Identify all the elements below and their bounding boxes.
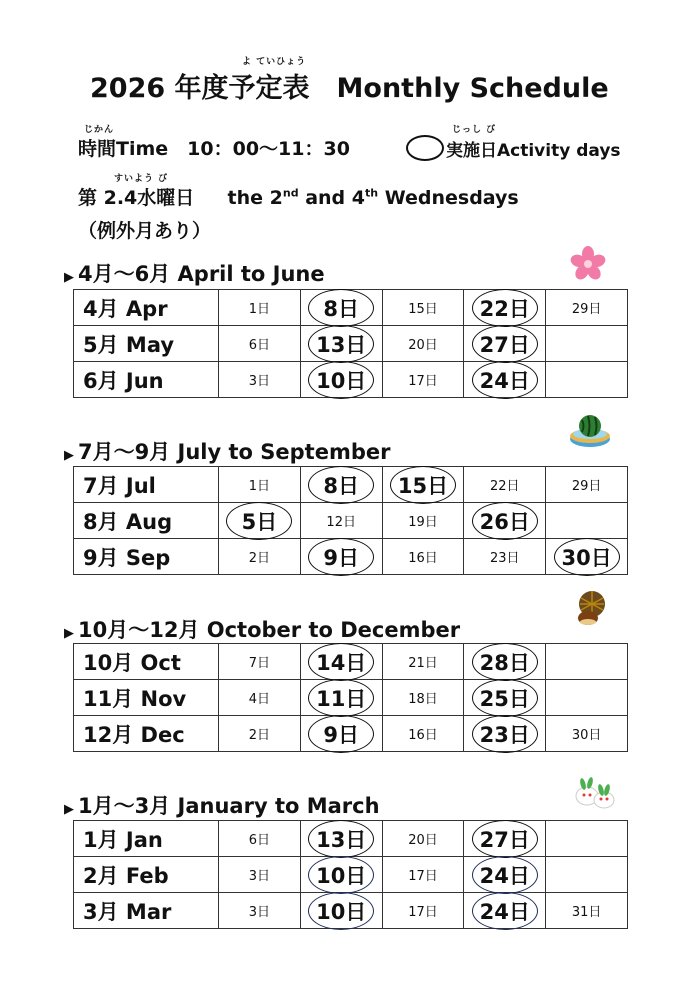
day-text: 16日: [408, 728, 438, 743]
day-cell: [546, 821, 628, 857]
schedule-table-q1: [73, 289, 628, 398]
day-text: 30日: [571, 728, 602, 743]
day-cell: [300, 644, 382, 680]
day-cell: [546, 857, 628, 893]
snow-rabbit-icon: [574, 770, 616, 810]
day-text: 6日: [248, 338, 271, 353]
day-text: 3日: [248, 869, 271, 884]
day-cell: [382, 716, 464, 752]
month-label: 5月 May: [74, 326, 219, 362]
wednesday-en-sup1: nd: [282, 186, 299, 200]
activity-circle-icon: [308, 820, 374, 858]
activity-day: 30日: [561, 545, 612, 570]
activity-circle-icon: [472, 715, 538, 753]
day-cell: [300, 503, 382, 539]
day-cell: [300, 716, 382, 752]
day-text: 18日: [408, 692, 438, 707]
day-cell: [464, 362, 546, 398]
activity-circle-icon: [472, 361, 538, 399]
day-cell: [382, 362, 464, 398]
day-cell: [300, 893, 382, 929]
activity-circle-icon: [308, 643, 374, 681]
day-text: 20日: [408, 833, 438, 848]
day-cell: [219, 716, 301, 752]
month-label: 7月 Jul: [74, 467, 219, 503]
activity-day: 15日: [397, 473, 449, 498]
table-row: [74, 503, 628, 539]
exception-note: （例外月あり）: [78, 220, 212, 242]
schedule-table-q2: [73, 466, 628, 575]
day-cell: [382, 539, 464, 575]
day-cell: [546, 644, 628, 680]
activity-circle-icon: [308, 679, 374, 717]
day-text: 1日: [248, 479, 271, 494]
day-cell: [464, 539, 546, 575]
activity-day: 10日: [316, 863, 367, 888]
activity-day: 13日: [316, 827, 367, 852]
day-cell: [546, 539, 628, 575]
activity-day: 22日: [479, 296, 530, 321]
day-text: 2日: [248, 551, 271, 566]
table-row: [74, 467, 628, 503]
day-cell: [219, 821, 301, 857]
day-text: 29日: [571, 302, 602, 317]
day-cell: [546, 893, 628, 929]
activity-circle-icon: [472, 502, 538, 540]
day-text: 2日: [248, 728, 271, 743]
day-cell: [464, 716, 546, 752]
activity-circle-icon: [308, 325, 374, 363]
day-cell: [382, 644, 464, 680]
day-text: 1日: [248, 302, 271, 317]
activity-day: 13日: [316, 332, 367, 357]
activity-day: 10日: [316, 899, 367, 924]
day-cell: [546, 680, 628, 716]
activity-circle-icon: [308, 892, 374, 930]
day-text: 17日: [408, 869, 438, 884]
section-heading-q4: ▶ 1月〜3月 January to March: [64, 794, 380, 818]
day-text: 4日: [248, 692, 271, 707]
day-cell: [464, 893, 546, 929]
month-label: 10月 Oct: [74, 644, 219, 680]
month-label: 12月 Dec: [74, 716, 219, 752]
table-row: [74, 680, 628, 716]
activity-circle-icon: [472, 325, 538, 363]
day-cell: [464, 503, 546, 539]
activity-circle-icon: [472, 289, 538, 327]
day-cell: [219, 326, 301, 362]
day-cell: [382, 290, 464, 326]
day-cell: [300, 680, 382, 716]
activity-day: 14日: [316, 650, 367, 675]
day-cell: [382, 467, 464, 503]
wednesday-line: [78, 183, 519, 210]
day-cell: [219, 503, 301, 539]
wednesday-en-post: Wednesdays: [378, 187, 519, 209]
table-row: [74, 644, 628, 680]
day-cell: [382, 326, 464, 362]
day-text: 3日: [248, 905, 271, 920]
day-cell: [546, 503, 628, 539]
wednesday-ruby: すいよう び: [114, 174, 169, 184]
activity-day: 11日: [316, 686, 367, 711]
day-cell: [300, 290, 382, 326]
page-title: 2026 年度予定表 Monthly Schedule: [90, 73, 609, 104]
activity-day: 28日: [479, 650, 530, 675]
day-cell: [546, 467, 628, 503]
table-row: [74, 362, 628, 398]
day-cell: [382, 893, 464, 929]
section-heading-q1: ▶ 4月〜6月 April to June: [64, 262, 325, 286]
day-cell: [382, 680, 464, 716]
activity-legend-oval-icon: [406, 135, 444, 161]
activity-circle-icon: [308, 466, 374, 504]
day-text: 22日: [490, 479, 520, 494]
activity-circle-icon: [226, 502, 292, 540]
day-text: 17日: [408, 374, 438, 389]
activity-day: 8日: [323, 296, 359, 321]
activity-circle-icon: [472, 856, 538, 894]
activity-circle-icon: [554, 538, 620, 576]
day-text: 6日: [248, 833, 271, 848]
day-cell: [300, 821, 382, 857]
table-row: [74, 857, 628, 893]
day-text: 7日: [248, 656, 271, 671]
month-label: 9月 Sep: [74, 539, 219, 575]
day-text: 12日: [326, 515, 356, 530]
day-cell: [464, 821, 546, 857]
activity-circle-icon: [472, 679, 538, 717]
activity-day: 26日: [479, 509, 530, 534]
table-row: [74, 893, 628, 929]
day-cell: [219, 539, 301, 575]
day-cell: [300, 326, 382, 362]
schedule-table-q3: [73, 643, 628, 752]
watermelon-icon: [568, 406, 612, 450]
day-cell: [546, 716, 628, 752]
activity-day: 24日: [479, 863, 530, 888]
table-row: [74, 821, 628, 857]
wednesday-en-mid: and 4: [298, 187, 365, 209]
activity-circle-icon: [308, 538, 374, 576]
activity-circle-icon: [472, 892, 538, 930]
table-row: [74, 326, 628, 362]
day-cell: [546, 290, 628, 326]
activity-circle-icon: [390, 466, 456, 504]
day-text: 15日: [408, 302, 438, 317]
activity-circle-icon: [308, 361, 374, 399]
day-cell: [219, 362, 301, 398]
day-text: 29日: [571, 479, 602, 494]
day-cell: [219, 467, 301, 503]
month-label: 4月 Apr: [74, 290, 219, 326]
activity-circle-icon: [308, 856, 374, 894]
day-cell: [219, 644, 301, 680]
activity-day: 24日: [479, 368, 530, 393]
month-label: 11月 Nov: [74, 680, 219, 716]
day-cell: [382, 503, 464, 539]
wednesday-en-pre: the 2: [227, 187, 283, 209]
activity-day: 27日: [479, 332, 530, 357]
day-text: 17日: [408, 905, 438, 920]
day-cell: [464, 857, 546, 893]
activity-day: 9日: [323, 545, 359, 570]
activity-circle-icon: [472, 820, 538, 858]
section-heading-q3: ▶ 10月〜12月 October to December: [64, 618, 461, 642]
day-text: 16日: [408, 551, 438, 566]
day-text: 19日: [408, 515, 438, 530]
activity-circle-icon: [472, 643, 538, 681]
day-cell: [464, 467, 546, 503]
day-text: 31日: [571, 905, 602, 920]
month-label: 3月 Mar: [74, 893, 219, 929]
wednesday-jp: 第 2.4水曜日: [78, 187, 195, 209]
section-heading-q2: ▶ 7月〜9月 July to September: [64, 440, 391, 464]
activity-ruby: じっし び: [452, 125, 497, 135]
day-cell: [219, 680, 301, 716]
month-label: 1月 Jan: [74, 821, 219, 857]
activity-day: 24日: [479, 899, 530, 924]
activity-circle-icon: [308, 715, 374, 753]
day-cell: [464, 644, 546, 680]
day-cell: [382, 857, 464, 893]
activity-day: 25日: [479, 686, 530, 711]
schedule-table-q4: [73, 820, 628, 929]
day-cell: [464, 680, 546, 716]
day-cell: [300, 467, 382, 503]
activity-day: 27日: [479, 827, 530, 852]
title-ruby: よ ていひょう: [242, 57, 307, 67]
day-text: 20日: [408, 338, 438, 353]
activity-day: 9日: [323, 722, 359, 747]
sakura-icon: [570, 246, 606, 280]
month-label: 2月 Feb: [74, 857, 219, 893]
activity-day: 5日: [241, 509, 278, 534]
activity-day: 23日: [479, 722, 530, 747]
month-label: 8月 Aug: [74, 503, 219, 539]
day-cell: [300, 539, 382, 575]
chestnut-icon: [572, 588, 612, 628]
day-text: 3日: [248, 374, 271, 389]
activity-day: 8日: [323, 473, 359, 498]
day-cell: [219, 290, 301, 326]
day-cell: [300, 362, 382, 398]
activity-day: 10日: [316, 368, 367, 393]
day-cell: [546, 362, 628, 398]
month-label: 6月 Jun: [74, 362, 219, 398]
day-cell: [219, 857, 301, 893]
day-cell: [219, 893, 301, 929]
time-ruby: じかん: [84, 125, 115, 135]
day-cell: [464, 326, 546, 362]
day-text: 23日: [490, 551, 520, 566]
day-cell: [546, 326, 628, 362]
wednesday-en-sup2: th: [365, 186, 379, 200]
day-cell: [300, 857, 382, 893]
time-label: 時間Time 10：00〜11：30: [78, 138, 350, 160]
table-row: [74, 290, 628, 326]
table-row: [74, 539, 628, 575]
table-row: [74, 716, 628, 752]
day-text: 21日: [408, 656, 438, 671]
day-cell: [382, 821, 464, 857]
activity-label: 実施日Activity days: [446, 141, 621, 161]
day-cell: [464, 290, 546, 326]
activity-circle-icon: [308, 289, 374, 327]
